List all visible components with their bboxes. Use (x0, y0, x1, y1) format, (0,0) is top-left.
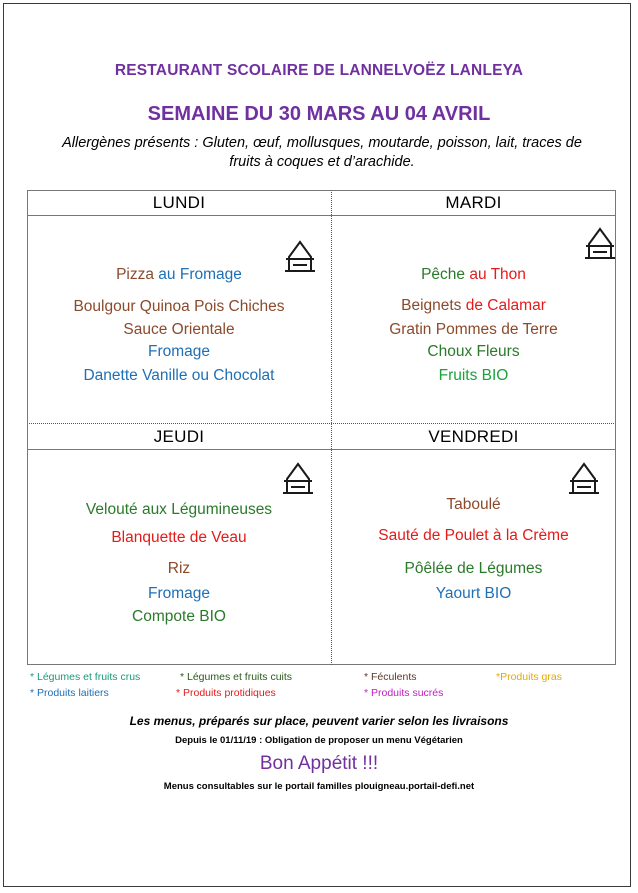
lundi-dessert: Danette Vanille ou Chocolat (83, 367, 275, 384)
lundi-entree-a: Pizza (116, 266, 154, 283)
allergens-line-2: fruits à coques et d’arachide. (229, 154, 415, 170)
jeudi-dessert: Compote BIO (132, 608, 226, 625)
bon-appetit: Bon Appétit !!! (259, 753, 379, 774)
mardi-plat-1-a: Beignets (401, 297, 462, 314)
mardi-legume: Choux Fleurs (427, 343, 520, 360)
menus-notice: Les menus, préparés sur place, peuvent varier selon les livraisons (129, 714, 509, 728)
vegetarian-notice: Depuis le 01/11/19 : Obligation de proposer un menu Végétarien (175, 735, 463, 746)
legend-feculents: * Féculents (364, 671, 417, 683)
legend-cuits: * Légumes et fruits cuits (180, 671, 293, 683)
vendredi-dessert: Yaourt BIO (435, 585, 512, 602)
restaurant-title: RESTAURANT SCOLAIRE DE LANNELVOËZ LANLEYA (114, 62, 524, 79)
day-name-lundi: LUNDI (152, 193, 206, 212)
day-name-vendredi: VENDREDI (428, 427, 519, 446)
week-title: SEMAINE DU 30 MARS AU 04 AVRIL (147, 103, 491, 125)
mardi-plat-1 (332, 297, 615, 315)
allergens-line-1: Allergènes présents : Gluten, œuf, mollusques, moutarde, poisson, lait, traces de (62, 135, 582, 151)
mardi-entree-a: Pêche (421, 266, 466, 283)
day-name-jeudi: JEUDI (153, 427, 205, 446)
jeudi-fromage: Fromage (147, 585, 211, 602)
jeudi-entree: Velouté aux Légumineuses (85, 501, 273, 518)
legend-laitiers: * Produits laitiers (30, 687, 109, 699)
jeudi-accompagnement: Riz (167, 560, 191, 577)
mardi-dessert: Fruits BIO (438, 367, 509, 384)
jeudi-plat: Blanquette de Veau (111, 529, 247, 546)
house-icon (281, 461, 315, 495)
house-icon (283, 239, 317, 273)
legend-sucres: * Produits sucrés (364, 687, 444, 699)
grid-line-top (27, 190, 616, 191)
legend-gras: *Produits gras (496, 671, 562, 683)
portal-notice: Menus consultables sur le portail familles plouigneau.portail-defi.net (163, 781, 475, 792)
vendredi-legume: Pôêlée de Légumes (404, 560, 543, 577)
mardi-entree-b: au Thon (465, 266, 526, 283)
lundi-plat-1: Boulgour Quinoa Pois Chiches (73, 298, 285, 315)
grid-line-right (615, 190, 616, 665)
house-icon (583, 226, 617, 260)
legend-crus: * Légumes et fruits crus (30, 671, 141, 683)
lundi-fromage: Fromage (147, 343, 211, 360)
menu-cell-mardi (332, 216, 615, 423)
mardi-plat-2: Gratin Pommes de Terre (389, 321, 558, 338)
grid-line-middle (27, 423, 616, 424)
mardi-entree (332, 266, 615, 284)
menu-grid (27, 190, 616, 665)
house-icon (567, 461, 601, 495)
allergens-notice (30, 134, 614, 172)
vendredi-plat: Sauté de Poulet à la Crème (378, 527, 569, 544)
vendredi-entree: Taboulé (446, 496, 501, 513)
grid-line-bottom (27, 664, 616, 665)
legend-protidiques: * Produits protidiques (176, 687, 276, 699)
day-name-mardi: MARDI (445, 193, 502, 212)
lundi-entree-b: au Fromage (154, 266, 242, 283)
lundi-plat-2: Sauce Orientale (123, 321, 235, 338)
mardi-plat-1-b: de Calamar (461, 297, 546, 314)
